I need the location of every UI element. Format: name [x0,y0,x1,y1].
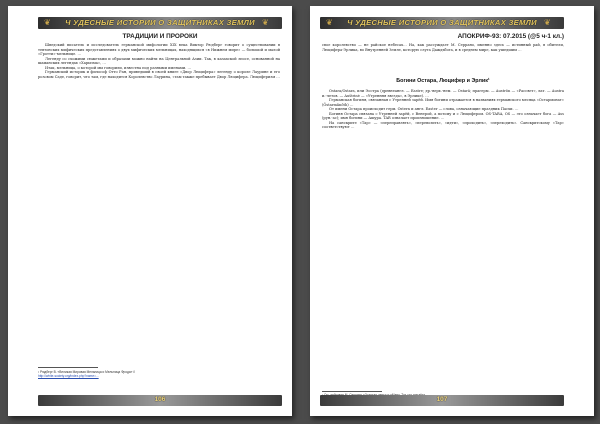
right-subheading: АПОКРИФ-93: 07.2015 (@5 ч-1 кл.) [457,33,564,40]
left-banner-text: Ч УДЕСНЫЕ ИСТОРИИ О ЗАЩИТНИКАХ ЗЕМЛИ [65,18,255,27]
right-footer-bar [320,395,564,406]
left-footnote [38,370,280,378]
paragraph: Германский историк и философ Отто Ран, приведший в своей книге «Двор Люцифера» легенду о короле Лаурине и его розовом Саде, говорит, что там, где находится Королевство Лаурина, «там также пребывает Двор Люцифера. Люциферизм … [38,70,280,79]
footnote-rule [322,391,382,392]
footnote-rule [38,367,98,368]
paragraph: Германская богиня, связанная с Утренней зарёй. Имя богини отражается в названиях германского месяца «Остармонат» (Ôstarmânôth) … [322,98,564,107]
paragraph: Шведский писатель и исследователь германской мифологии XIX века Виктор Рюдберг говорит о существовании в тевтонских мифических представлениях о двух мифических мельницах, находящихся «в Нижнем мире» — большой и малой «Гротти»-мельнице. … [38,43,280,57]
paragraph: На санскрите «Тар» — «переправлять», «перевозить», «идти», «проходить», «переходить». Санскритскому «Тар» соответствуют … [322,120,564,130]
right-header-banner [320,17,564,29]
ornament-icon: ❦ [44,18,51,27]
right-body-text [322,89,564,389]
left-body-text [38,43,280,363]
footnote-link[interactable]: http://white-society.org/index.php?name=... [38,374,99,379]
page-number: 106 [154,396,166,403]
page-number: 107 [436,396,448,403]
ornament-icon: ❦ [262,18,269,27]
footnote-text: ¹ Рюдберг В. «Великая Мировая Мельница и Мельница Фрода» // [38,370,136,374]
right-page [310,6,594,416]
paragraph: Богиня Остара связана с Утренней зарёй, с Венерой, а потому и с Люцифером. OS-TARA, OS — это означает бога — Ass (рун.-ас); имя богини — Ашура. TAR означает произношение. … [322,111,564,121]
paragraph: Легенду со схожими сюжетами и образами можно найти на Центральной Азии. Так, в казахской эпосе, основанной на шаманских легендах «Харызма», … [38,56,280,66]
paragraph: Ostara/Ostara, или Эостра (древнеангл. — Ēastre; др.-верх.-нем. — Ôstarā; прагерм. — Austrōn — «Рассвет», лат. — Austra и.-летов. — Auštrinė — «Утренняя звезда», в Эрлике). … [322,89,564,98]
left-footer-bar [38,395,282,406]
ornament-icon: ❦ [544,18,551,27]
right-banner-text: Ч УДЕСНЫЕ ИСТОРИИ О ЗАЩИТНИКАХ ЗЕМЛИ [347,18,537,27]
section-title: Богини Остара, Люцифер и Эрлик¹ [396,78,490,84]
paragraph: От имени Остара происходит герм. Ostern и англ. Easter — слова, означающие праздник Пасхи. … [329,107,519,112]
paragraph: Итак, мельница, о которой мы говорили, известна под разными именами. … [45,65,192,70]
right-intro-text [322,43,564,72]
left-header-banner [38,17,282,29]
left-page [8,6,292,416]
paragraph: свое королевство — не райское небесах… На, как рассуждает М. Серрано, именно здесь — истинный рай, в обители, Люцифера-Эрлика, во Внутренней Земле, которую слуга Даждьбога, и в среднем мире, как ушедшим … [322,43,564,52]
ornament-icon: ❦ [326,18,333,27]
left-subheading: ТРАДИЦИИ И ПРОРОКИ [122,33,198,40]
